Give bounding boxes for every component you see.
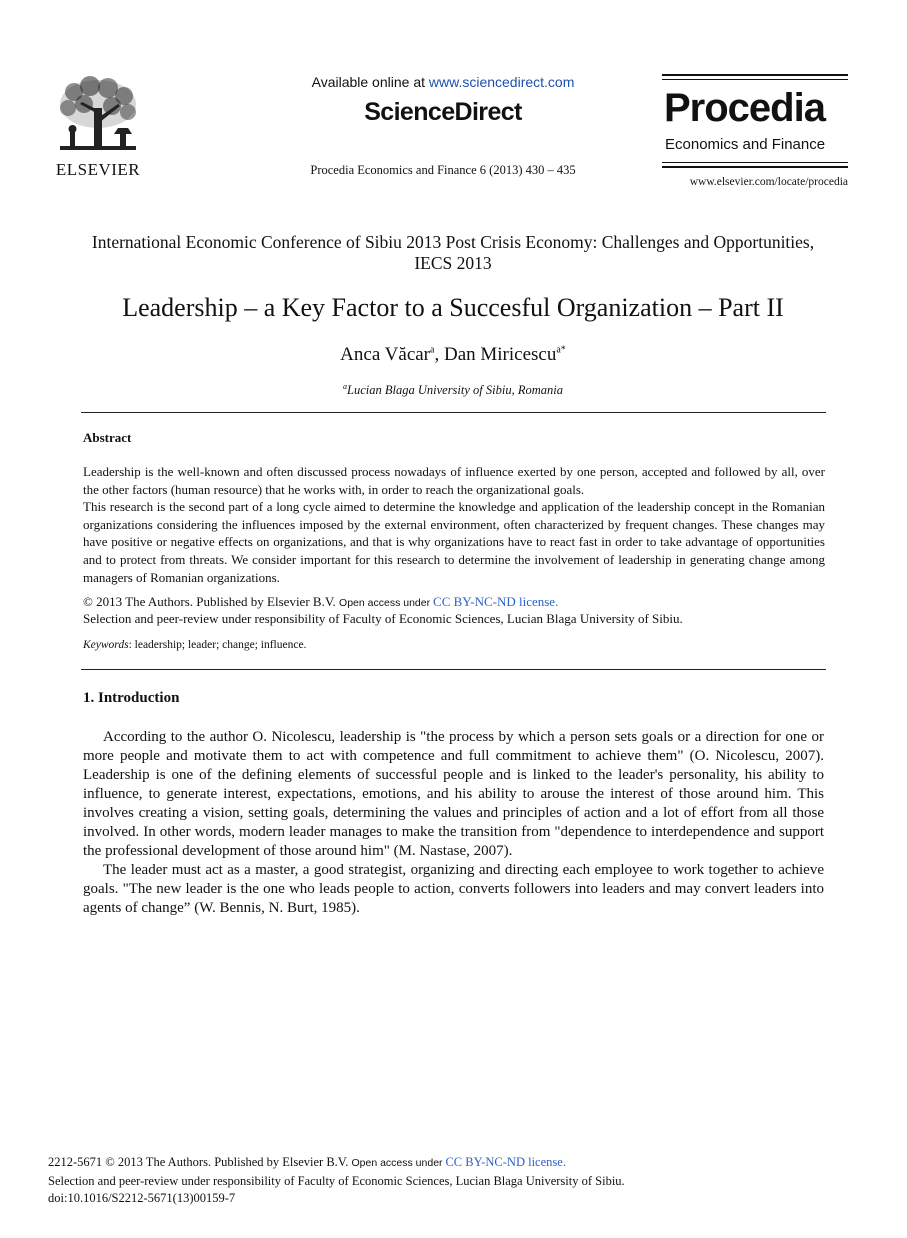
introduction-body — [83, 728, 824, 918]
procedia-rule — [662, 74, 848, 76]
copyright-line — [83, 594, 825, 610]
abstract-heading: Abstract — [83, 430, 132, 445]
conference-name: International Economic Conference of Sibiu 2013 Post Crisis Economy: Challenges and Opportunities, IECS 2013 — [91, 232, 815, 273]
author-affiliation-mark: a* — [556, 344, 566, 356]
body-paragraph: The leader must act as a master, a good strategist, organizing and directing each employee to work together to achieve goals. "The new leader is the one who leads people to action, converts followers into leaders and may convert leaders into agents of change” (W. Bennis, N. Burt, 1985). — [83, 862, 824, 916]
section-heading-introduction: 1. Introduction — [83, 690, 180, 706]
open-access-text: Open access under — [339, 597, 434, 609]
abstract-body — [83, 463, 825, 586]
keywords-label: Keywords — [83, 639, 129, 651]
copyright-text: © 2013 The Authors. Published by Elsevier B.V. — [83, 594, 340, 609]
procedia-rule — [662, 162, 848, 163]
elsevier-tree-icon — [54, 74, 142, 158]
author-name: Anca Văcar — [340, 344, 431, 365]
affiliation — [60, 382, 846, 398]
affiliation-text: Lucian Blaga University of Sibiu, Romania — [347, 383, 563, 398]
keywords-text: : leadership; leader; change; influence. — [128, 639, 307, 651]
available-online-line — [200, 74, 686, 90]
author-name: Dan Miricescu — [443, 344, 557, 365]
procedia-wordmark: Procedia — [664, 86, 825, 130]
keywords — [83, 639, 825, 651]
footer-copyright-line — [48, 1154, 848, 1173]
footer-open-access-text: Open access under — [351, 1157, 446, 1169]
elsevier-logo — [50, 74, 146, 182]
elsevier-wordmark: ELSEVIER — [55, 160, 141, 179]
affiliation-mark: a — [343, 382, 348, 391]
footer-license-link[interactable]: CC BY-NC-ND license. — [445, 1155, 566, 1169]
author-list — [60, 344, 846, 366]
paper-title: Leadership – a Key Factor to a Succesful Organization – Part II — [122, 293, 784, 322]
divider — [81, 669, 826, 670]
procedia-rule — [662, 79, 848, 80]
body-paragraph: According to the author O. Nicolescu, leadership is "the process by which a person sets goals or a direction for one or more people and motivate them to act with competence and full commitment to achieve them" (O. Nicolescu, 2007). Leadership is one of the defining elements of successful people and is linked to the leader's personality, his ability to influence, to generate interest, expectations, emotions, and his ability to arouse the interest of those around him. This involves creating a vision, setting goals, determining the values and principles of action and a lot of effort from all those involved. In other words, modern leader manages to make the transition from "dependence to interdependence and support the professional development of those around him" (M. Nastase, 2007). — [83, 729, 824, 859]
procedia-rule — [662, 166, 848, 168]
footer-issn-copyright: 2212-5671 © 2013 The Authors. Published by Elsevier B.V. — [48, 1155, 352, 1169]
author-separator: , — [434, 344, 444, 365]
procedia-subtitle: Economics and Finance — [665, 136, 826, 153]
sciencedirect-link[interactable]: www.sciencedirect.com — [428, 74, 575, 90]
journal-url[interactable]: www.elsevier.com/locate/procedia — [689, 176, 848, 188]
author-affiliation-mark: a — [430, 344, 435, 356]
abstract-paragraph: Leadership is the well-known and often discussed process nowadays of influence exerted by one person, accepted and followed by all, over the other factors (human resource) that he works with, in order to reach the organizational goals. — [83, 464, 825, 497]
footer-peer-review: Selection and peer-review under responsibility of Faculty of Economic Sciences, Lucian Blaga University of Sibiu. — [48, 1173, 625, 1188]
page-footer — [48, 1154, 848, 1208]
available-prefix: Available online at — [311, 74, 429, 90]
peer-review-statement: Selection and peer-review under responsibility of Faculty of Economic Sciences, Lucian Blaga University of Sibiu. — [83, 611, 683, 626]
procedia-logo — [662, 74, 848, 194]
divider — [81, 412, 826, 413]
license-link[interactable]: CC BY-NC-ND license. — [433, 594, 559, 609]
abstract-paragraph: This research is the second part of a long cycle aimed to determine the knowledge and application of the leadership concept in the Romanian organizations considering the influences imposed by the external environment, often characterized by frequent changes. These changes may have positive or negative effects on organizations, and that is why organizations have to react fast in order to take advantage of opportunities and to protect from threats. We consider important for this research to determine the involvement of leadership in generating change among managers of Romanian organizations. — [83, 499, 825, 585]
footer-doi[interactable]: doi:10.1016/S2212-5671(13)00159-7 — [48, 1191, 236, 1205]
journal-reference: Procedia Economics and Finance 6 (2013) 430 – 435 — [310, 163, 576, 177]
sciencedirect-logo: ScienceDirect — [364, 98, 522, 126]
